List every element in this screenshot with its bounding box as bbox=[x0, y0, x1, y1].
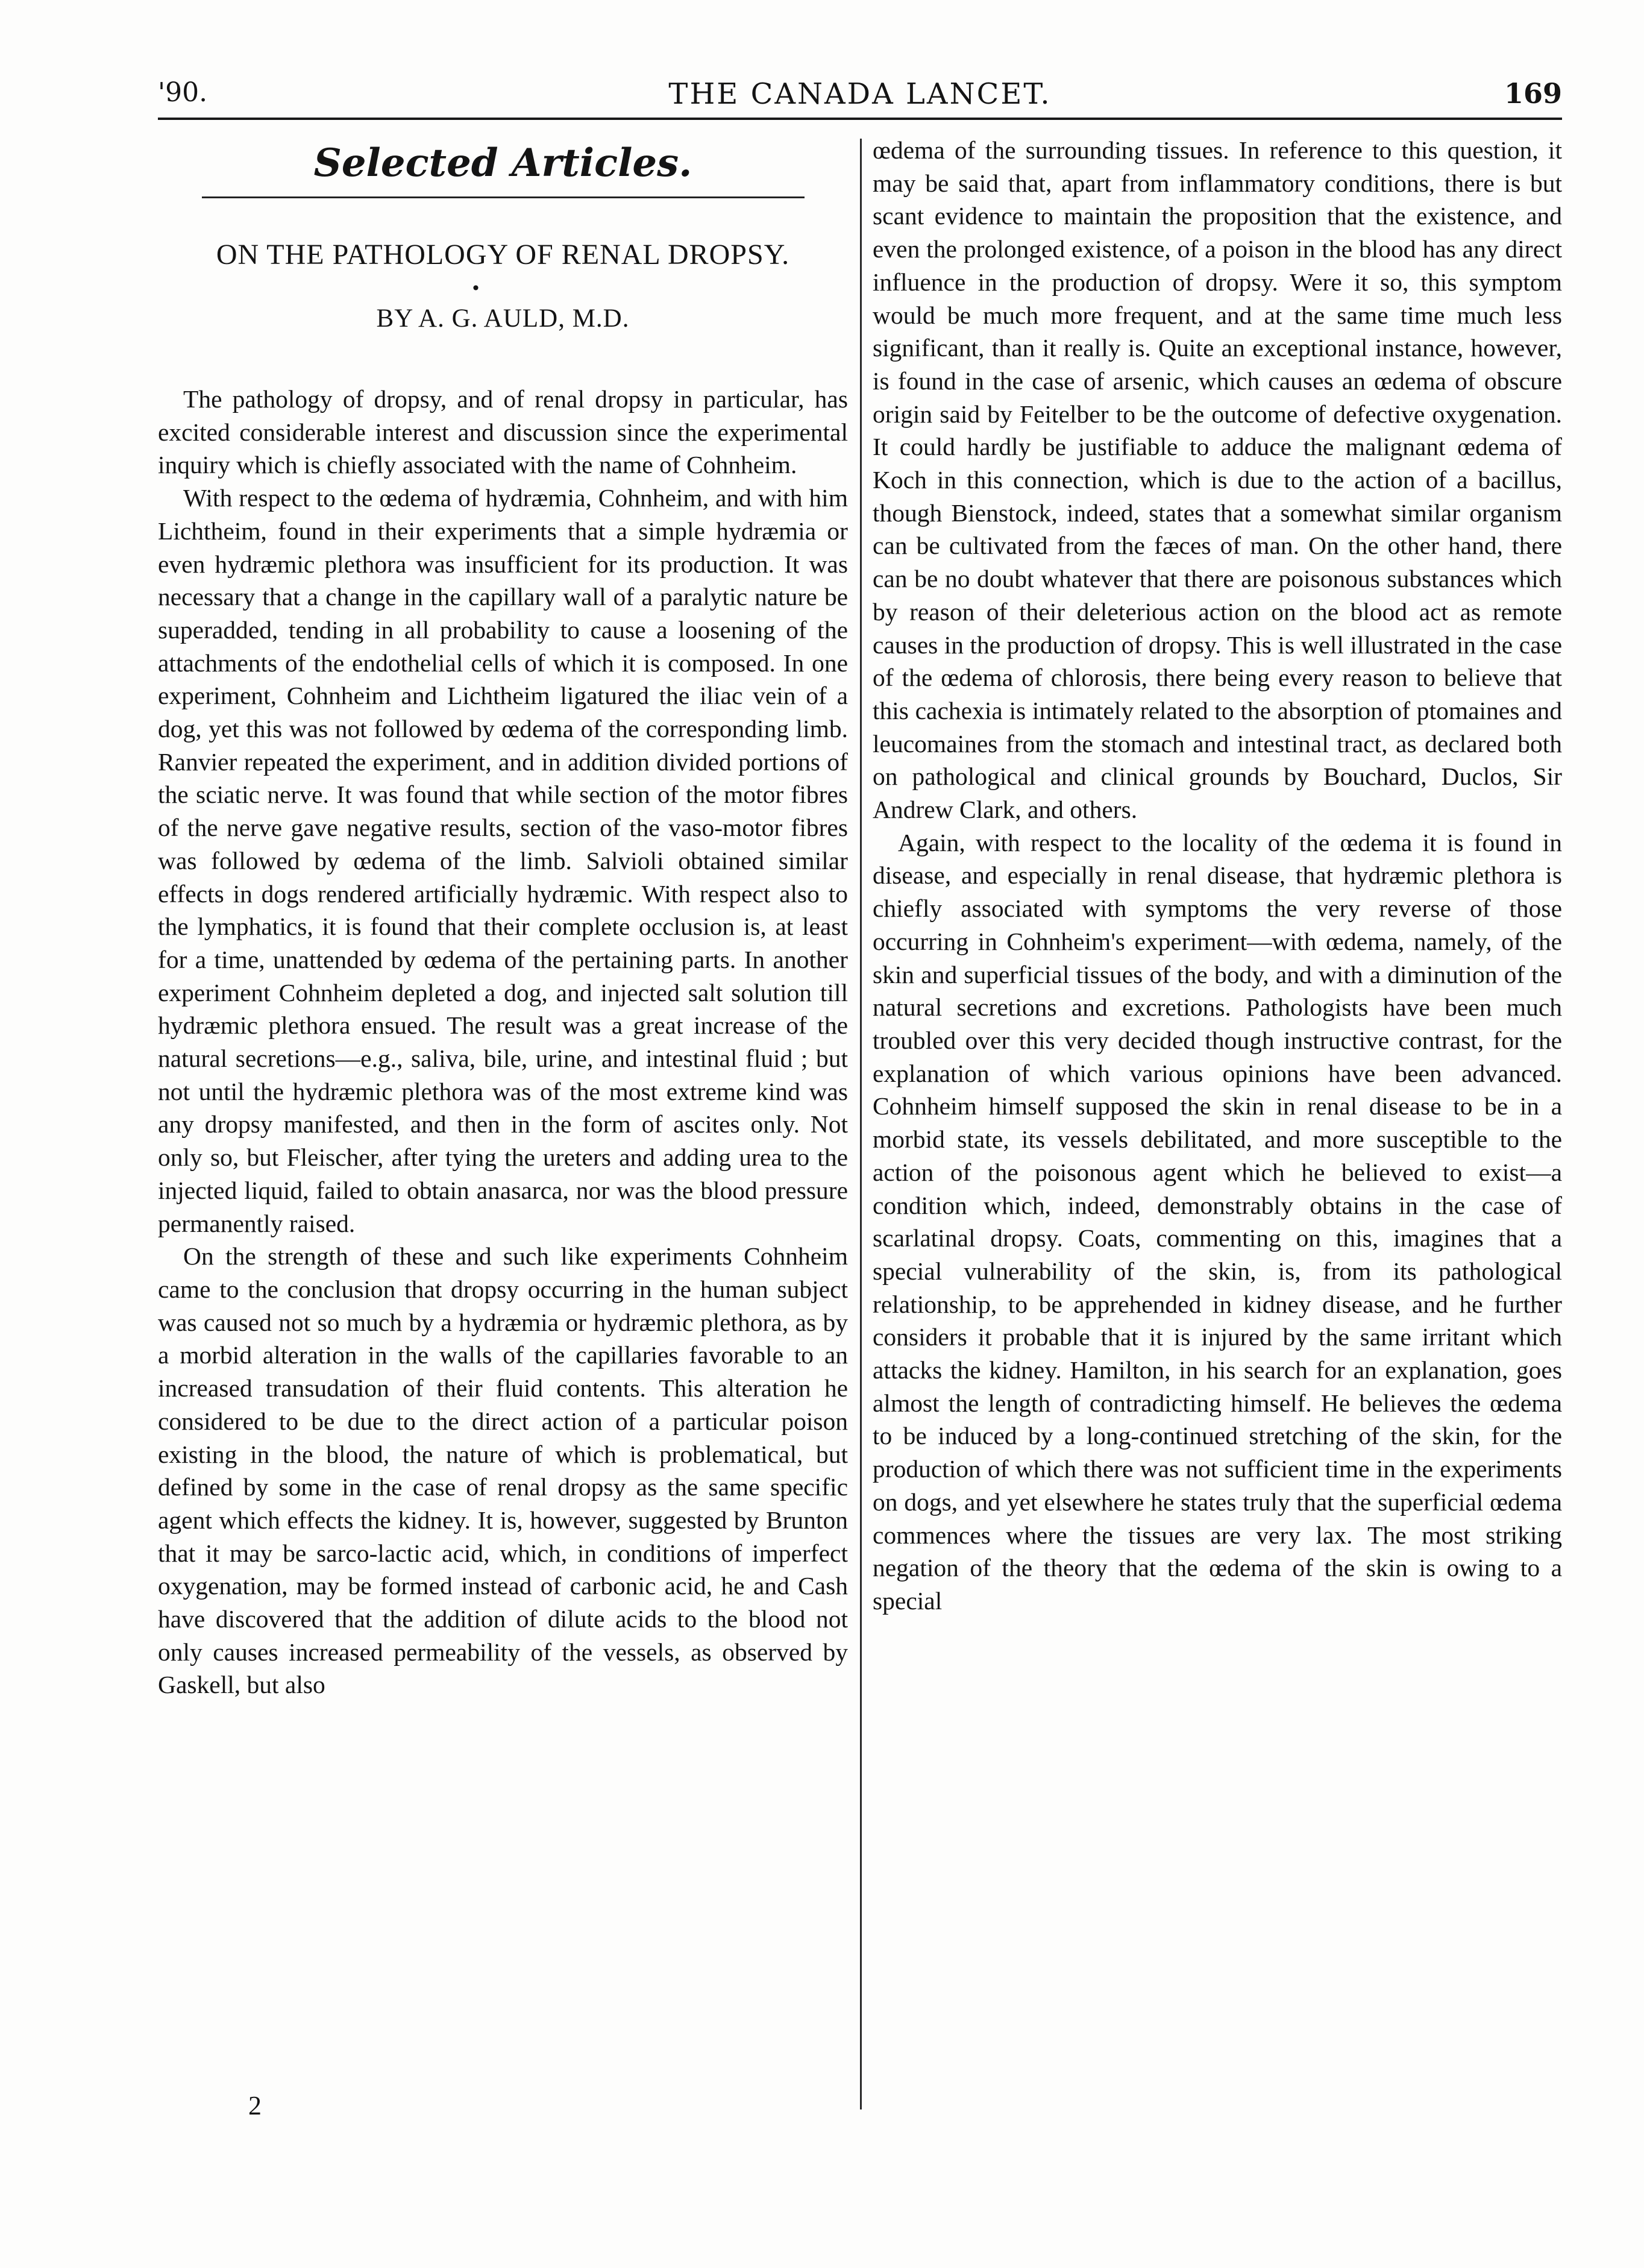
title-bullet: • bbox=[471, 278, 481, 298]
running-head bbox=[158, 71, 1562, 119]
article-title: ON THE PATHOLOGY OF RENAL DROPSY. bbox=[216, 239, 790, 271]
signature-mark: 2 bbox=[248, 2091, 262, 2120]
article-author: BY A. G. AULD, M.D. bbox=[376, 304, 630, 333]
paragraph: On the strength of these and such like experiments Cohnheim came to the conclusion that dropsy occurring in the human subject was caused not so much by a hydræmia or hydræmic plethora, as by a morbid alteration in the walls of the capillaries favorable to an increased transudation of their fluid contents. This alteration he considered to be due to the direct action of a particular poison existing in the blood, the nature of which is problematical, but defined by some in the case of renal dropsy as the same specific agent which effects the kidney. It is, however, suggested by Brunton that it may be sarco-lactic acid, which, in conditions of imperfect oxygenation, may be formed instead of carbonic acid, he and Cash have discovered that the addition of dilute acids to the blood not only causes increased permeability of the vessels, as observed by Gaskell, but also bbox=[158, 1242, 848, 1699]
paragraph: Again, with respect to the locality of the œdema it is found in disease, and especially in renal disease, that hydræmic plethora is chiefly associated with symptoms the very reverse of those occurring in Cohnheim's experiment—with œdema, namely, of the skin and superficial tissues of the body, and with a diminution of the natural secretions and excretions. Pathologists have been much troubled over this very decided though instructive contrast, for the explanation of which various opinions have been advanced. Cohnheim himself supposed the skin in renal disease to be in a morbid state, its vessels debilitated, and more susceptible to the action of the poisonous agent which he believed to exist—a condition which, indeed, demonstrably obtains in the case of scarlatinal dropsy. Coats, commenting on this, imagines that a special vulnerability of the skin, is, from its pathological relationship, to be apprehended in kidney disease, and he further considers it probable that it is injured by the same irritant which attacks the kidney. Hamilton, in his search for an explanation, goes almost the length of contradicting himself. He believes the œdema to be induced by a long-continued stretching of the skin, for the production of which there was not sufficient time in the experiments on dogs, and yet elsewhere he states truly that the superficial œdema commences where the tissues are very lax. The most striking negation of the theory that the œdema of the skin is owing to a special bbox=[873, 828, 1562, 1615]
left-column bbox=[158, 134, 848, 2183]
journal-title: THE CANADA LANCET. bbox=[668, 77, 1052, 111]
paragraph: The pathology of dropsy, and of renal dropsy in particular, has excited considerable interest and discussion since the experimental inquiry which is chiefly associated with the name of Cohnheim. bbox=[158, 385, 848, 479]
header-year: '90. bbox=[158, 77, 208, 108]
paragraph: With respect to the œdema of hydræmia, Cohnheim, and with him Lichtheim, found in their experiments that a simple hydræmia or even hydræmic plethora was insufficient for its production. It was necessary that a change in the capillary wall of a paralytic nature be superadded, tending in all probability to cause a loosening of the attachments of the endothelial cells of which it is composed. In one experiment, Cohnheim and Lichtheim ligatured the iliac vein of a dog, yet this was not followed by œdema of the corresponding limb. Ranvier repeated the experiment, and in addition divided portions of the sciatic nerve. It was found that while section of the motor fibres of the nerve gave negative results, section of the vaso-motor fibres was followed by œdema of the limb. Salvioli obtained similar effects in dogs rendered artificially hydræmic. With respect also to the lymphatics, it is found that their complete occlusion is, at least for a time, unattended by œdema of the pertaining parts. In another experiment Cohnheim depleted a dog, and injected salt solution till hydræmic plethora ensued. The result was a great increase of the natural secretions—e.g., saliva, bile, urine, and intestinal fluid ; but not until the hydræmic plethora was of the most extreme kind was any dropsy manifested, and then in the form of ascites only. Not only so, but Fleischer, after tying the ureters and adding urea to the injected liquid, failed to obtain anasarca, nor was the blood pressure permanently raised. bbox=[158, 484, 848, 1237]
section-rule bbox=[202, 196, 805, 198]
header-rule bbox=[158, 118, 1562, 120]
section-heading: Selected Articles. bbox=[313, 140, 692, 186]
paragraph: œdema of the surrounding tissues. In reference to this question, it may be said that, apart from inflammatory conditions, there is but scant evidence to maintain the proposition that the existence, and even the prolonged existence, of a poison in the blood has any direct influence in the production of dropsy. Were it so, this symptom would be much more frequent, and at the same time much less significant, than it really is. Quite an exceptional instance, however, is found in the case of arsenic, which causes an œdema of obscure origin said by Feitelber to be the outcome of defective oxygenation. It could hardly be justifiable to adduce the malignant œdema of Koch in this connection, which is due to the action of a bacillus, though Bienstock, indeed, states that a somewhat similar organism can be cultivated from the fæces of man. On the other hand, there can be no doubt whatever that there are poisonous substances which by reason of their deleterious action on the blood act as remote causes in the production of dropsy. This is well illustrated in the case of the œdema of chlorosis, there being every reason to believe that this cachexia is intimately related to the absorption of ptomaines and leucomaines from the stomach and intestinal tract, as declared both on pathological and clinical grounds by Bouchard, Duclos, Sir Andrew Clark, and others. bbox=[873, 136, 1562, 824]
page-number: 169 bbox=[1504, 77, 1562, 110]
right-column bbox=[873, 134, 1562, 2159]
left-body bbox=[158, 383, 848, 1701]
column-divider bbox=[860, 139, 862, 2109]
